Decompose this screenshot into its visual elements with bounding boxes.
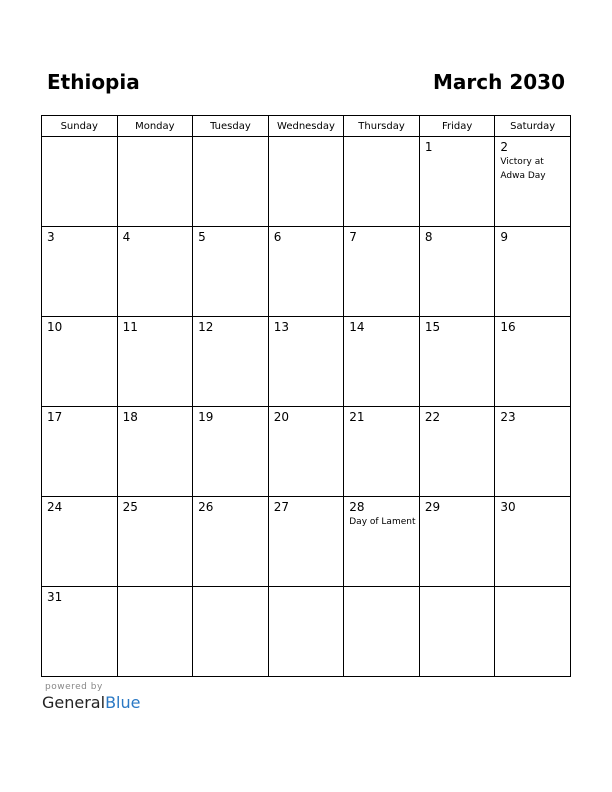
day-number: 3 [47, 230, 55, 244]
week-row [42, 227, 571, 317]
day-cell [193, 587, 269, 677]
day-number [269, 137, 344, 140]
day-cell [344, 317, 420, 407]
generalblue-logo [42, 693, 140, 712]
day-number: 28 [349, 500, 365, 514]
day-number: 2 [500, 140, 509, 154]
day-number [269, 587, 344, 590]
week-row [42, 317, 571, 407]
day-number [344, 137, 419, 140]
day-cell [42, 587, 118, 677]
day-cell [42, 317, 118, 407]
day-number [495, 587, 570, 590]
day-number: 11 [122, 320, 138, 334]
day-number: 10 [47, 320, 63, 334]
day-number: 18 [122, 410, 138, 424]
day-number: 4 [122, 230, 131, 244]
day-cell [419, 587, 495, 677]
day-cell [117, 317, 193, 407]
day-cell [268, 317, 344, 407]
day-cell [193, 317, 269, 407]
day-cell [42, 407, 118, 497]
weekday-header-row [42, 116, 571, 137]
day-cell [419, 317, 495, 407]
day-number [118, 137, 193, 140]
day-cell [117, 407, 193, 497]
day-cell [117, 497, 193, 587]
brand-general: General [42, 693, 106, 712]
day-cell [117, 137, 193, 227]
holiday-label: Victory at Adwa Day [500, 157, 546, 181]
day-number [420, 587, 495, 590]
day-cell [495, 407, 571, 497]
day-cell [495, 587, 571, 677]
day-cell [419, 497, 495, 587]
day-number: 23 [500, 410, 516, 424]
day-cell [419, 227, 495, 317]
day-number: 22 [424, 410, 441, 424]
week-row [42, 587, 571, 677]
day-cell [268, 587, 344, 677]
day-number: 8 [424, 230, 433, 244]
day-cell [42, 227, 118, 317]
day-cell [268, 227, 344, 317]
calendar-grid [41, 115, 571, 677]
day-cell [42, 497, 118, 587]
day-cell [344, 137, 420, 227]
weekday-thursday: Thursday [344, 116, 420, 137]
country-title: Ethiopia [47, 70, 140, 94]
day-number: 25 [122, 500, 138, 514]
weekday-tuesday: Tuesday [193, 116, 269, 137]
day-cell [193, 407, 269, 497]
day-number [118, 587, 193, 590]
day-cell [419, 137, 495, 227]
day-number: 29 [424, 500, 441, 514]
day-cell [42, 137, 118, 227]
day-number: 30 [500, 500, 516, 514]
day-number: 9 [500, 230, 509, 244]
day-cell [268, 137, 344, 227]
day-number: 21 [349, 410, 365, 424]
day-number: 7 [349, 230, 357, 244]
weekday-friday: Friday [419, 116, 495, 137]
weekday-wednesday: Wednesday [268, 116, 344, 137]
day-number: 15 [424, 320, 441, 334]
day-cell [344, 407, 420, 497]
day-number: 31 [47, 590, 63, 604]
day-cell [495, 227, 571, 317]
weekday-saturday: Saturday [495, 116, 571, 137]
holiday-label: Day of Lament [349, 517, 416, 527]
day-number [344, 587, 419, 590]
day-cell [193, 497, 269, 587]
day-cell [193, 227, 269, 317]
weekday-sunday: Sunday [42, 116, 118, 137]
powered-by-label: powered by [45, 682, 103, 692]
day-number: 6 [273, 230, 282, 244]
day-number: 5 [198, 230, 206, 244]
weekday-monday: Monday [117, 116, 193, 137]
week-row [42, 137, 571, 227]
day-cell [268, 497, 344, 587]
day-number: 20 [273, 410, 289, 424]
day-cell [419, 407, 495, 497]
day-number: 17 [47, 410, 63, 424]
day-number: 1 [424, 140, 433, 154]
day-cell [495, 497, 571, 587]
brand-blue: Blue [105, 693, 141, 712]
week-row [42, 407, 571, 497]
day-number: 13 [273, 320, 289, 334]
day-number [193, 137, 268, 140]
day-number: 27 [273, 500, 289, 514]
day-cell [344, 227, 420, 317]
day-number: 12 [198, 320, 214, 334]
day-number: 19 [198, 410, 214, 424]
day-cell [268, 407, 344, 497]
day-cell [344, 497, 420, 587]
day-number: 16 [500, 320, 516, 334]
month-title: March 2030 [433, 70, 565, 94]
day-number: 26 [198, 500, 214, 514]
day-number: 14 [349, 320, 365, 334]
day-number [193, 587, 268, 590]
day-cell [495, 137, 571, 227]
day-cell [193, 137, 269, 227]
day-number [42, 137, 117, 140]
week-row [42, 497, 571, 587]
day-cell [117, 227, 193, 317]
day-cell [117, 587, 193, 677]
day-number: 24 [47, 500, 63, 514]
day-cell [344, 587, 420, 677]
day-cell [495, 317, 571, 407]
